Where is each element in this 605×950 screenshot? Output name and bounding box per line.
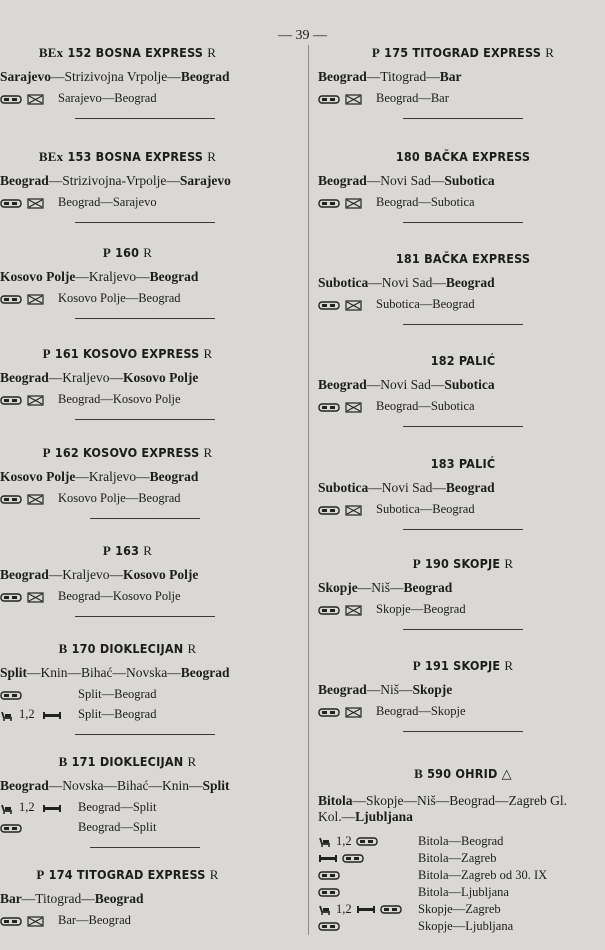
route-destination: Beograd xyxy=(149,469,199,484)
train-name: KOSOVO EXPRESS xyxy=(83,445,200,460)
train-title xyxy=(0,345,255,363)
train-category: R xyxy=(545,45,555,60)
train-route xyxy=(318,793,605,825)
route-destination: Beograd xyxy=(403,580,453,595)
train-name: TITOGRAD EXPRESS xyxy=(76,867,206,882)
couchette-icon xyxy=(318,921,340,932)
route-destination: Subotica xyxy=(444,377,495,392)
train-title xyxy=(0,753,255,771)
train-name: PALIĆ xyxy=(458,353,496,368)
train-category: R xyxy=(143,245,153,260)
car-route-text: Bitola—Beograd xyxy=(418,833,504,848)
service-line xyxy=(0,588,290,604)
train-title xyxy=(0,244,255,262)
train-entry xyxy=(318,44,605,119)
train-prefix: B xyxy=(58,641,68,656)
sleeper-icon xyxy=(345,505,362,516)
service-line xyxy=(318,703,605,719)
train-category: R xyxy=(504,556,514,571)
sleeper-icon xyxy=(345,94,362,105)
class-label: 1,2 xyxy=(336,833,352,848)
train-route xyxy=(0,566,290,584)
train-name: PALIĆ xyxy=(458,456,496,471)
train-route xyxy=(0,369,290,387)
route-origin: Beograd xyxy=(0,370,49,385)
service-line xyxy=(318,194,605,210)
train-prefix: P xyxy=(412,556,421,571)
train-route xyxy=(0,777,290,795)
car-symbols xyxy=(318,902,418,917)
column-divider xyxy=(308,45,309,935)
couchette-icon xyxy=(0,395,22,406)
train-route xyxy=(0,468,290,486)
train-route xyxy=(318,579,605,597)
route-via: —Skopje—Niš—Beograd—Zagreb Gl. xyxy=(352,793,567,808)
train-name: DIOKLECIJAN xyxy=(99,641,184,656)
train-title xyxy=(318,148,605,166)
route-origin: Beograd xyxy=(0,173,49,188)
train-number: 183 xyxy=(430,456,455,471)
couchette-icon xyxy=(318,402,340,413)
route-destination: Beograd xyxy=(180,665,230,680)
route-origin: Bitola xyxy=(318,793,353,808)
car-row xyxy=(318,918,605,934)
route-via: —Titograd— xyxy=(21,891,95,906)
train-prefix: B xyxy=(414,766,424,781)
service-text: Subotica—Beograd xyxy=(376,502,475,516)
train-entry xyxy=(0,640,290,735)
service-text: Beograd—Bar xyxy=(376,91,449,105)
train-category: △ xyxy=(501,766,512,781)
route-destination: Skopje xyxy=(412,682,453,697)
route-destination: Beograd xyxy=(445,275,495,290)
train-entry xyxy=(0,345,290,420)
separator-line xyxy=(403,426,523,427)
route-origin: Kosovo Polje xyxy=(0,469,76,484)
route-destination: Subotica xyxy=(444,173,495,188)
train-number: 181 xyxy=(395,251,420,266)
service-text: Kosovo Polje—Beograd xyxy=(58,291,181,305)
train-prefix: P xyxy=(42,445,51,460)
service-line xyxy=(0,686,290,702)
train-route xyxy=(318,376,605,394)
page-number: — 39 — xyxy=(278,28,327,43)
train-number: 182 xyxy=(430,353,455,368)
bed-icon xyxy=(318,854,338,863)
car-symbols xyxy=(318,853,418,864)
train-title xyxy=(318,555,605,573)
train-name: SKOPJE xyxy=(453,556,501,571)
train-prefix: P xyxy=(102,543,111,558)
train-name: BOSNA EXPRESS xyxy=(95,149,204,164)
route-via: —Niš— xyxy=(357,580,404,595)
service-line xyxy=(0,90,290,106)
train-title xyxy=(0,444,255,462)
service-text: Beograd—Split xyxy=(78,800,157,814)
route-destination: Kosovo Polje xyxy=(122,370,199,385)
route-origin: Subotica xyxy=(318,275,369,290)
couchette-icon xyxy=(318,94,340,105)
service-line xyxy=(0,391,290,407)
train-category: R xyxy=(187,641,197,656)
coach-icon xyxy=(318,904,332,915)
class-label: 1,2 xyxy=(19,800,35,814)
car-symbols xyxy=(318,834,418,849)
service-line xyxy=(318,601,605,617)
coach-icon xyxy=(0,803,14,814)
train-title xyxy=(318,44,605,62)
service-text: Beograd—Subotica xyxy=(376,399,475,413)
service-text: Subotica—Beograd xyxy=(376,297,475,311)
train-title xyxy=(318,657,605,675)
train-entry xyxy=(318,657,605,732)
couchette-icon xyxy=(342,853,364,864)
route-via: —Knin—Bihać—Novska— xyxy=(27,665,181,680)
car-route-text: Skopje—Ljubljana xyxy=(418,918,514,933)
car-route-text: Bitola—Zagreb od 30. IX xyxy=(418,867,548,882)
train-prefix: BEx xyxy=(38,149,64,164)
separator-line xyxy=(90,847,200,848)
separator-line xyxy=(75,318,215,319)
route-destination: Ljubljana xyxy=(355,809,413,824)
train-number: 153 xyxy=(67,149,92,164)
train-number: 175 xyxy=(384,45,409,60)
route-origin: Beograd xyxy=(318,173,367,188)
route-via: —Novi Sad— xyxy=(368,275,446,290)
sleeper-icon xyxy=(27,916,44,927)
train-entry xyxy=(0,244,290,319)
service-line xyxy=(0,706,290,722)
route-destination: Beograd xyxy=(94,891,144,906)
train-title xyxy=(0,640,255,658)
bed-icon xyxy=(42,711,62,720)
service-text: Beograd—Split xyxy=(78,820,157,834)
couchette-icon xyxy=(0,294,22,305)
service-line xyxy=(0,490,290,506)
car-row xyxy=(318,884,605,900)
train-number: 170 xyxy=(71,641,96,656)
train-entry xyxy=(318,352,605,427)
route-via: —Novi Sad— xyxy=(366,377,445,392)
route-via: —Kraljevo— xyxy=(75,269,150,284)
train-category: R xyxy=(207,45,217,60)
train-name: TITOGRAD EXPRESS xyxy=(412,45,542,60)
route-via: —Novi Sad— xyxy=(368,480,446,495)
car-route-text: Bitola—Zagreb xyxy=(418,850,497,865)
service-line xyxy=(318,398,605,414)
train-route xyxy=(0,68,290,86)
route-destination: Split xyxy=(202,778,230,793)
train-route xyxy=(0,268,290,286)
train-entry xyxy=(0,148,290,223)
train-title xyxy=(318,250,605,268)
service-line xyxy=(0,819,290,835)
route-origin: Beograd xyxy=(318,69,367,84)
service-text: Split—Beograd xyxy=(78,707,157,721)
train-prefix: P xyxy=(42,346,51,361)
train-title xyxy=(0,542,255,560)
separator-line xyxy=(75,616,215,617)
train-category: R xyxy=(203,445,213,460)
train-prefix: B xyxy=(58,754,68,769)
couchette-icon xyxy=(0,823,22,834)
train-number: 163 xyxy=(115,543,140,558)
service-line xyxy=(0,290,290,306)
route-origin: Subotica xyxy=(318,480,369,495)
train-route xyxy=(318,172,605,190)
class-label: 1,2 xyxy=(336,901,352,916)
train-entry xyxy=(0,753,290,848)
sleeper-icon xyxy=(27,198,44,209)
route-destination: Bar xyxy=(439,69,462,84)
separator-line xyxy=(75,734,215,735)
couchette-icon xyxy=(0,94,22,105)
route-origin: Skopje xyxy=(318,580,358,595)
couchette-icon xyxy=(318,870,340,881)
service-line xyxy=(0,194,290,210)
train-name: OHRID xyxy=(455,766,498,781)
car-row xyxy=(318,850,605,866)
train-prefix: P xyxy=(371,45,381,60)
sleeper-icon xyxy=(27,592,44,603)
train-category: R xyxy=(504,658,514,673)
sleeper-icon xyxy=(345,605,362,616)
train-category: R xyxy=(187,754,197,769)
train-category: R xyxy=(209,867,219,882)
train-number: 161 xyxy=(54,346,79,361)
sleeper-icon xyxy=(27,294,44,305)
sleeper-icon xyxy=(27,94,44,105)
train-title xyxy=(0,44,255,62)
train-number: 180 xyxy=(395,149,420,164)
couchette-icon xyxy=(0,592,22,603)
separator-line xyxy=(90,518,200,519)
train-prefix: P xyxy=(412,658,421,673)
couchette-icon xyxy=(0,916,22,927)
train-title xyxy=(318,352,605,370)
train-prefix: P xyxy=(36,867,45,882)
train-title xyxy=(318,765,605,783)
service-text: Beograd—Sarajevo xyxy=(58,195,157,209)
train-number: 191 xyxy=(424,658,450,673)
route-origin: Split xyxy=(0,665,28,680)
train-number: 171 xyxy=(71,754,96,769)
separator-line xyxy=(403,222,523,223)
sleeper-icon xyxy=(27,395,44,406)
route-origin: Beograd xyxy=(318,682,367,697)
train-number: 152 xyxy=(67,45,92,60)
service-text: Bar—Beograd xyxy=(58,913,131,927)
bed-icon xyxy=(42,804,62,813)
couchette-icon xyxy=(318,605,340,616)
service-text: Kosovo Polje—Beograd xyxy=(58,491,181,505)
route-via: Kol.— xyxy=(318,809,356,824)
train-route xyxy=(318,68,605,86)
sleeper-icon xyxy=(345,402,362,413)
train-category: R xyxy=(207,149,217,164)
separator-line xyxy=(75,118,215,119)
couchette-icon xyxy=(380,904,402,915)
couchette-icon xyxy=(0,198,22,209)
train-title xyxy=(318,455,605,473)
couchette-icon xyxy=(318,707,340,718)
train-entry xyxy=(0,44,290,119)
service-line xyxy=(318,501,605,517)
train-title xyxy=(0,148,255,166)
route-origin: Beograd xyxy=(0,778,49,793)
train-entry xyxy=(318,250,605,325)
route-via: —Niš— xyxy=(366,682,413,697)
train-entry xyxy=(0,444,290,519)
train-entry-ohrid xyxy=(318,765,605,934)
route-via: —Novi Sad— xyxy=(366,173,445,188)
route-via: —Kraljevo— xyxy=(75,469,150,484)
route-destination: Kosovo Polje xyxy=(122,567,199,582)
route-destination: Sarajevo xyxy=(179,173,231,188)
couchette-icon xyxy=(356,836,378,847)
train-title xyxy=(0,866,255,884)
service-text: Beograd—Kosovo Polje xyxy=(58,392,181,406)
service-line xyxy=(0,912,290,928)
car-row xyxy=(318,833,605,849)
train-number: 162 xyxy=(54,445,79,460)
route-via: —Kraljevo— xyxy=(48,567,123,582)
separator-line xyxy=(403,324,523,325)
train-route xyxy=(0,172,290,190)
route-via: —Strizivojna-Vrpolje— xyxy=(48,173,180,188)
service-line xyxy=(318,296,605,312)
train-name: DIOKLECIJAN xyxy=(99,754,184,769)
route-via: —Titograd— xyxy=(366,69,440,84)
train-route xyxy=(0,664,290,682)
train-name: BOSNA EXPRESS xyxy=(95,45,204,60)
separator-line xyxy=(75,222,215,223)
train-entry xyxy=(318,148,605,223)
class-label: 1,2 xyxy=(19,707,35,721)
train-entry xyxy=(318,555,605,630)
train-name: SKOPJE xyxy=(453,658,501,673)
train-entry xyxy=(0,866,290,928)
car-symbols xyxy=(318,921,418,932)
sleeper-icon xyxy=(345,300,362,311)
car-route-text: Bitola—Ljubljana xyxy=(418,884,509,899)
train-entry xyxy=(0,542,290,617)
couchette-icon xyxy=(0,690,22,701)
couchette-icon xyxy=(0,494,22,505)
service-text: Beograd—Kosovo Polje xyxy=(58,589,181,603)
route-origin: Beograd xyxy=(0,567,49,582)
route-destination: Beograd xyxy=(149,269,199,284)
train-route xyxy=(0,890,290,908)
service-line xyxy=(0,799,290,815)
train-prefix: BEx xyxy=(38,45,64,60)
service-text: Sarajevo—Beograd xyxy=(58,91,157,105)
service-text: Beograd—Skopje xyxy=(376,704,466,718)
route-via: —Strizivojna Vrpolje— xyxy=(51,69,181,84)
route-origin: Beograd xyxy=(318,377,367,392)
train-number: 590 xyxy=(427,766,452,781)
sleeper-icon xyxy=(345,707,362,718)
train-name: KOSOVO EXPRESS xyxy=(83,346,200,361)
train-entry xyxy=(318,455,605,530)
car-symbols xyxy=(318,870,418,881)
train-route xyxy=(318,274,605,292)
train-number: 190 xyxy=(424,556,450,571)
train-category: R xyxy=(203,346,213,361)
separator-line xyxy=(75,419,215,420)
coach-icon xyxy=(0,710,14,721)
separator-line xyxy=(403,529,523,530)
train-number: 160 xyxy=(115,245,140,260)
route-origin: Sarajevo xyxy=(0,69,51,84)
train-category: R xyxy=(143,543,153,558)
bed-icon xyxy=(356,905,376,914)
train-route xyxy=(318,479,605,497)
coach-icon xyxy=(318,836,332,847)
train-prefix: P xyxy=(102,245,111,260)
car-route-text: Skopje—Zagreb xyxy=(418,901,501,916)
route-destination: Beograd xyxy=(180,69,230,84)
sleeper-icon xyxy=(27,494,44,505)
train-name: BAČKA EXPRESS xyxy=(424,251,531,266)
separator-line xyxy=(403,731,523,732)
train-number: 174 xyxy=(48,867,73,882)
car-row xyxy=(318,867,605,883)
separator-line xyxy=(403,629,523,630)
train-route xyxy=(318,681,605,699)
service-line xyxy=(318,90,605,106)
car-symbols xyxy=(318,887,418,898)
route-destination: Beograd xyxy=(445,480,495,495)
service-text: Skopje—Beograd xyxy=(376,602,466,616)
separator-line xyxy=(403,118,523,119)
route-origin: Bar xyxy=(0,891,22,906)
route-via: —Kraljevo— xyxy=(48,370,123,385)
service-text: Beograd—Subotica xyxy=(376,195,475,209)
couchette-icon xyxy=(318,198,340,209)
couchette-icon xyxy=(318,505,340,516)
couchette-icon xyxy=(318,300,340,311)
route-via: —Novska—Bihać—Knin— xyxy=(48,778,203,793)
train-name: BAČKA EXPRESS xyxy=(424,149,531,164)
couchette-icon xyxy=(318,887,340,898)
sleeper-icon xyxy=(345,198,362,209)
car-row xyxy=(318,901,605,917)
route-origin: Kosovo Polje xyxy=(0,269,76,284)
service-text: Split—Beograd xyxy=(78,687,157,701)
